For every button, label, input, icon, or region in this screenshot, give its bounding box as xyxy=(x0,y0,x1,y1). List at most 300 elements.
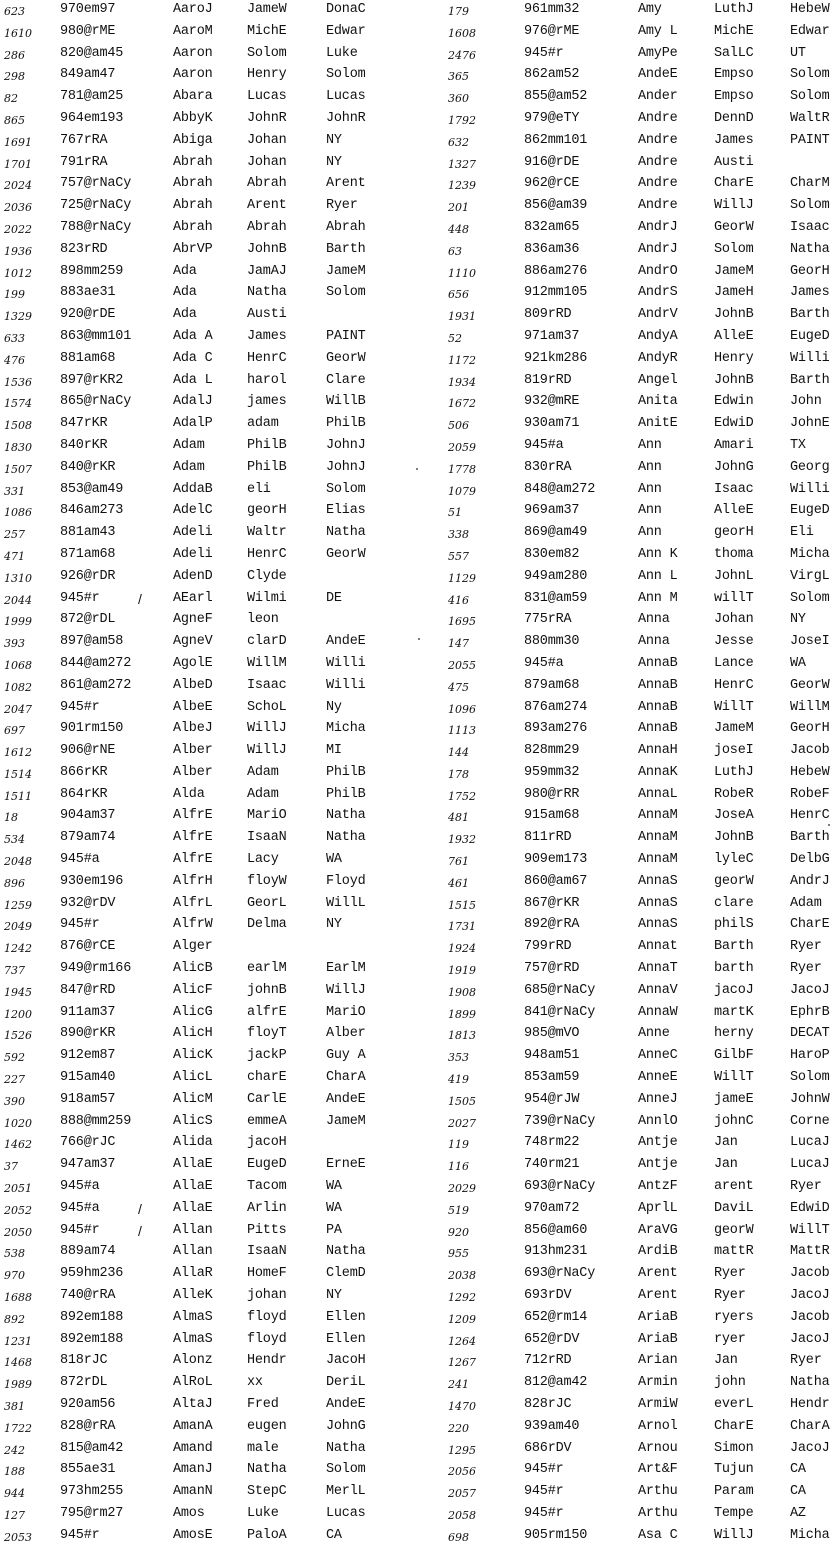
father-name: emmeA xyxy=(247,1113,287,1129)
given-name: AlleK xyxy=(173,1288,213,1304)
handwritten-number: 896 xyxy=(4,876,25,890)
handwritten-number: 892 xyxy=(4,1312,25,1326)
table-row xyxy=(420,1264,840,1286)
record-code: 945#r xyxy=(60,1527,100,1543)
table-row xyxy=(0,1068,420,1090)
related-name: GeorW xyxy=(326,350,366,366)
table-row xyxy=(0,480,420,502)
given-name: Adeli xyxy=(173,546,213,562)
record-code: 985@mVO xyxy=(524,1026,580,1042)
related-name: Barth xyxy=(326,241,366,257)
related-name: HebeW xyxy=(790,2,830,17)
father-name: Jan xyxy=(714,1157,738,1173)
record-code: 652@rm14 xyxy=(524,1309,588,1325)
father-name: Solom xyxy=(714,241,754,257)
handwritten-number: 538 xyxy=(4,1247,25,1261)
related-name: NY xyxy=(790,612,806,628)
given-name: Andre xyxy=(638,132,678,148)
table-row xyxy=(0,87,420,109)
table-row xyxy=(420,458,840,480)
table-row xyxy=(0,131,420,153)
given-name: AdelC xyxy=(173,503,213,519)
given-name: Abiga xyxy=(173,132,213,148)
record-code: 861@am272 xyxy=(60,677,132,693)
father-name: floyT xyxy=(247,1026,287,1042)
given-name: AaroM xyxy=(173,23,213,39)
record-code: 904am37 xyxy=(60,808,116,824)
given-name: AlicG xyxy=(173,1004,213,1020)
table-row xyxy=(0,1003,420,1025)
table-row xyxy=(420,1504,840,1526)
given-name: AriaB xyxy=(638,1331,678,1347)
record-code: 913hm231 xyxy=(524,1244,588,1260)
father-name: willT xyxy=(714,590,754,606)
handwritten-number: 1507 xyxy=(4,462,32,476)
table-row xyxy=(420,218,840,240)
handwritten-number: 1830 xyxy=(4,440,32,454)
related-name: James xyxy=(790,285,830,301)
related-name: NY xyxy=(326,154,342,170)
record-code: 909em173 xyxy=(524,852,588,868)
given-name: AlmaS xyxy=(173,1331,213,1347)
table-row xyxy=(420,87,840,109)
father-name: Fred xyxy=(247,1397,279,1412)
given-name: Ada C xyxy=(173,350,213,366)
handwritten-number: 242 xyxy=(4,1443,25,1457)
father-name: ryers xyxy=(714,1309,754,1325)
handwritten-number: 1267 xyxy=(448,1356,476,1370)
record-code: 932@mRE xyxy=(524,394,580,410)
handwritten-number: 1526 xyxy=(4,1029,32,1043)
father-name: James xyxy=(714,132,754,148)
table-row xyxy=(0,1286,420,1308)
given-name: AlfrW xyxy=(173,917,213,933)
handwritten-number: 1514 xyxy=(4,767,32,781)
table-row xyxy=(420,872,840,894)
given-name: AlfrH xyxy=(173,873,213,889)
record-code: 828@rRA xyxy=(60,1418,116,1434)
given-name: Angel xyxy=(638,372,678,388)
handwritten-number: 1536 xyxy=(4,375,32,389)
related-name: WA xyxy=(326,852,342,868)
father-name: AlleE xyxy=(714,503,754,519)
related-name: Barth xyxy=(790,307,830,323)
father-name: floyd xyxy=(247,1331,287,1347)
given-name: AnnaS xyxy=(638,917,678,933)
record-code: 685@rNaCy xyxy=(524,982,596,998)
father-name: JohnB xyxy=(247,241,287,257)
given-name: Abrah xyxy=(173,154,213,170)
given-name: Alber xyxy=(173,764,213,780)
father-name: Austi xyxy=(714,154,754,170)
father-name: floyd xyxy=(247,1309,287,1325)
table-row xyxy=(0,1221,420,1243)
father-name: Tacom xyxy=(247,1179,287,1195)
handwritten-number: 1020 xyxy=(4,1116,32,1130)
table-row xyxy=(420,589,840,611)
record-code: 976@rME xyxy=(524,23,580,39)
father-name: Johan xyxy=(714,612,754,628)
related-name: AndeE xyxy=(326,1397,366,1412)
given-name: AlfrE xyxy=(173,852,213,868)
related-name: EphrB xyxy=(790,1004,830,1020)
table-row xyxy=(0,1351,420,1373)
father-name: joseI xyxy=(714,743,754,759)
father-name: georH xyxy=(247,503,287,519)
table-row xyxy=(0,327,420,349)
related-name: Ryer xyxy=(326,198,358,214)
record-code: 832am65 xyxy=(524,219,580,235)
table-row xyxy=(420,1395,840,1417)
handwritten-number: 1672 xyxy=(448,397,476,411)
related-name: Isaac xyxy=(790,219,830,235)
related-name: Edwar xyxy=(326,23,366,39)
related-name: JohnE xyxy=(790,416,830,432)
handwritten-number: 1792 xyxy=(448,113,476,127)
related-name: Natha xyxy=(326,830,366,846)
table-row xyxy=(420,109,840,131)
record-code: 847@rRD xyxy=(60,982,116,998)
related-name: WillB xyxy=(326,394,366,410)
handwritten-number: 2022 xyxy=(4,222,32,236)
related-name: HebeW xyxy=(790,764,830,780)
record-code: 949am280 xyxy=(524,568,588,584)
handwritten-number: 416 xyxy=(448,593,469,607)
table-row xyxy=(0,392,420,414)
given-name: Allan xyxy=(173,1244,213,1260)
given-name: AllaE xyxy=(173,1200,213,1216)
handwritten-number: 1610 xyxy=(4,26,32,40)
related-name: Solom xyxy=(790,198,830,214)
related-name: Willi xyxy=(326,655,366,671)
related-name: Ny xyxy=(326,699,342,715)
related-name: NY xyxy=(326,132,342,148)
given-name: AndyA xyxy=(638,328,678,344)
handwritten-number: 419 xyxy=(448,1073,469,1087)
related-name: DelbG xyxy=(790,852,830,868)
given-name: AnitE xyxy=(638,416,678,432)
father-name: WillM xyxy=(247,655,287,671)
table-row xyxy=(420,1482,840,1504)
related-name: AndrJ xyxy=(790,873,830,889)
table-row xyxy=(420,937,840,959)
record-code: 969am37 xyxy=(524,503,580,519)
related-name: Eli xyxy=(790,525,814,541)
given-name: AmanN xyxy=(173,1484,213,1500)
related-name: AndeE xyxy=(326,634,366,650)
table-row xyxy=(420,785,840,807)
father-name: James xyxy=(247,328,287,344)
handwritten-number: 1295 xyxy=(448,1443,476,1457)
table-row xyxy=(0,1090,420,1112)
given-name: Abrah xyxy=(173,176,213,192)
father-name: Isaac xyxy=(714,481,754,497)
father-name: lyleC xyxy=(714,852,754,868)
related-name: PAINT xyxy=(326,328,366,344)
father-name: harol xyxy=(247,372,287,388)
related-name: JohnJ xyxy=(326,437,366,453)
handwritten-number: 119 xyxy=(448,1138,469,1152)
given-name: AltaJ xyxy=(173,1397,213,1412)
given-name: AlicH xyxy=(173,1026,213,1042)
related-name: DonaC xyxy=(326,2,366,17)
related-name: WA xyxy=(790,655,806,671)
handwritten-number: 179 xyxy=(448,5,469,18)
table-row xyxy=(420,654,840,676)
father-name: clare xyxy=(714,895,754,911)
handwritten-number: 199 xyxy=(4,288,25,302)
handwritten-number: 2038 xyxy=(448,1269,476,1283)
table-row xyxy=(420,1351,840,1373)
handwritten-number: 18 xyxy=(4,811,18,825)
given-name: AaroJ xyxy=(173,2,213,17)
given-name: AmanA xyxy=(173,1418,213,1434)
given-name: AnnaS xyxy=(638,895,678,911)
handwritten-number: 519 xyxy=(448,1203,469,1217)
given-name: AndrJ xyxy=(638,219,678,235)
related-name: CharA xyxy=(326,1070,366,1086)
record-code: 820@am45 xyxy=(60,45,124,61)
related-name: Barth xyxy=(790,830,830,846)
related-name: LucaJ xyxy=(790,1135,830,1151)
father-name: alfrE xyxy=(247,1004,287,1020)
record-code: 799rRD xyxy=(524,939,572,955)
table-row xyxy=(0,1482,420,1504)
handwritten-number: 1695 xyxy=(448,615,476,629)
record-code: 871am68 xyxy=(60,546,116,562)
handwritten-number: 1505 xyxy=(448,1094,476,1108)
record-code: 881am43 xyxy=(60,525,116,541)
father-name: Pitts xyxy=(247,1222,287,1238)
father-name: Hendr xyxy=(247,1353,287,1369)
father-name: Simon xyxy=(714,1440,754,1456)
handwritten-number: 632 xyxy=(448,135,469,149)
father-name: Delma xyxy=(247,917,287,933)
handwritten-number: 697 xyxy=(4,724,25,738)
given-name: AlicL xyxy=(173,1070,213,1086)
related-name: Ryer xyxy=(790,1179,822,1195)
record-code: 980@rRR xyxy=(524,786,580,802)
given-name: Amy L xyxy=(638,23,678,39)
related-name: Solom xyxy=(326,1462,366,1478)
related-name: PA xyxy=(326,1222,342,1238)
given-name: Ada xyxy=(173,285,197,301)
given-name: Art&F xyxy=(638,1462,678,1478)
given-name: AnnaB xyxy=(638,699,678,715)
given-name: AdalJ xyxy=(173,394,213,410)
handwritten-number: 1508 xyxy=(4,419,32,433)
given-name: AdenD xyxy=(173,568,213,584)
related-name: GeorH xyxy=(790,721,830,737)
handwritten-number: 1264 xyxy=(448,1334,476,1348)
father-name: johnB xyxy=(247,982,287,998)
record-code: 932@rDV xyxy=(60,895,116,911)
given-name: AlfrL xyxy=(173,895,213,911)
handwritten-number: 2052 xyxy=(4,1203,32,1217)
related-name: Georg xyxy=(790,459,830,475)
father-name: HenrC xyxy=(714,677,754,693)
handwritten-number: 360 xyxy=(448,92,469,106)
record-code: 930em196 xyxy=(60,873,124,889)
table-row xyxy=(420,545,840,567)
related-name: Micha xyxy=(790,1527,830,1543)
father-name: xx xyxy=(247,1375,263,1391)
given-name: AbbyK xyxy=(173,110,213,126)
related-name: LucaJ xyxy=(790,1157,830,1173)
handwritten-number: 2036 xyxy=(4,201,32,215)
given-name: AgneF xyxy=(173,612,213,628)
given-name: AnnaB xyxy=(638,721,678,737)
record-code: 945#r xyxy=(524,1484,564,1500)
handwritten-number: 698 xyxy=(448,1530,469,1544)
handwritten-number: 1701 xyxy=(4,157,32,171)
given-name: Antje xyxy=(638,1135,678,1151)
father-name: SchoL xyxy=(247,699,287,715)
given-name: Abrah xyxy=(173,198,213,214)
given-name: Arent xyxy=(638,1288,678,1304)
table-row xyxy=(0,1242,420,1264)
handwritten-number: 331 xyxy=(4,484,25,498)
given-name: Amy xyxy=(638,2,662,17)
table-row xyxy=(0,850,420,872)
table-row xyxy=(0,545,420,567)
table-row xyxy=(0,1504,420,1526)
given-name: AriaB xyxy=(638,1309,678,1325)
handwritten-number: 1899 xyxy=(448,1007,476,1021)
father-name: clarD xyxy=(247,634,287,650)
table-row xyxy=(420,1373,840,1395)
related-name: Natha xyxy=(326,1440,366,1456)
related-name: PAINT xyxy=(790,132,830,148)
record-code: 971am37 xyxy=(524,328,580,344)
related-name: CharM xyxy=(790,176,830,192)
related-name: RobeF xyxy=(790,786,830,802)
father-name: AlleE xyxy=(714,328,754,344)
handwritten-number: 338 xyxy=(448,528,469,542)
given-name: AEarl xyxy=(173,590,213,606)
table-row xyxy=(0,283,420,305)
record-code: 815@am42 xyxy=(60,1440,124,1456)
record-code: 890@rKR xyxy=(60,1026,116,1042)
father-name: leon xyxy=(247,612,279,628)
table-row xyxy=(420,262,840,284)
related-name: GeorW xyxy=(790,677,830,693)
record-code: 748rm22 xyxy=(524,1135,580,1151)
table-row xyxy=(420,501,840,523)
record-code: 970am72 xyxy=(524,1200,580,1216)
table-row xyxy=(420,981,840,1003)
father-name: CharE xyxy=(714,1418,754,1434)
record-code: 883ae31 xyxy=(60,285,116,301)
father-name: ryer xyxy=(714,1331,746,1347)
given-name: AnnaV xyxy=(638,982,678,998)
father-name: Ryer xyxy=(714,1288,746,1304)
record-code: 920@rDE xyxy=(60,307,116,323)
record-code: 846am273 xyxy=(60,503,124,519)
table-row xyxy=(0,959,420,981)
related-name: Solom xyxy=(790,590,830,606)
given-name: Alida xyxy=(173,1135,213,1151)
related-name: DeriL xyxy=(326,1375,366,1391)
handwritten-number: 633 xyxy=(4,331,25,345)
record-code: 879am68 xyxy=(524,677,580,693)
given-name: Anna xyxy=(638,612,670,628)
record-code: 886am276 xyxy=(524,263,588,279)
related-name: JameM xyxy=(326,1113,366,1129)
related-name: Floyd xyxy=(326,873,366,889)
stray-dot xyxy=(828,824,830,826)
check-mark: / xyxy=(138,1200,142,1217)
father-name: HomeF xyxy=(247,1266,287,1282)
table-row xyxy=(420,959,840,981)
handwritten-number: 381 xyxy=(4,1400,25,1413)
related-name: UT xyxy=(790,45,806,61)
record-code: 898mm259 xyxy=(60,263,124,279)
record-code: 881am68 xyxy=(60,350,116,366)
table-row xyxy=(420,676,840,698)
father-name: JoseA xyxy=(714,808,754,824)
handwritten-number: 188 xyxy=(4,1465,25,1479)
related-name: EdwiD xyxy=(790,1200,830,1216)
table-row xyxy=(0,915,420,937)
handwritten-number: 51 xyxy=(448,506,462,520)
handwritten-number: 970 xyxy=(4,1269,25,1283)
record-code: 916@rDE xyxy=(524,154,580,170)
handwritten-number: 353 xyxy=(448,1051,469,1065)
related-name: Willi xyxy=(790,350,830,366)
given-name: AmanJ xyxy=(173,1462,213,1478)
father-name: Henry xyxy=(247,67,287,83)
handwritten-number: 201 xyxy=(448,201,469,215)
handwritten-number: 116 xyxy=(448,1160,469,1174)
given-name: AndeE xyxy=(638,67,678,83)
record-code: 920am56 xyxy=(60,1397,116,1412)
table-row xyxy=(420,828,840,850)
father-name: herny xyxy=(714,1026,754,1042)
related-name: Ryer xyxy=(790,1353,822,1369)
record-code: 811rRD xyxy=(524,830,572,846)
table-row xyxy=(0,523,420,545)
handwritten-number: 1722 xyxy=(4,1421,32,1435)
related-name: MerlL xyxy=(326,1484,366,1500)
related-name: JacoJ xyxy=(790,982,830,998)
record-code: 973hm255 xyxy=(60,1484,124,1500)
record-code: 863@mm101 xyxy=(60,328,132,344)
handwritten-number: 1931 xyxy=(448,310,476,324)
given-name: Ada A xyxy=(173,328,213,344)
record-code: 945#a xyxy=(60,1200,100,1216)
record-code: 945#r xyxy=(60,1222,100,1238)
record-code: 693rDV xyxy=(524,1288,572,1304)
father-name: Edwin xyxy=(714,394,754,410)
father-name: Adam xyxy=(247,764,279,780)
father-name: JamAJ xyxy=(247,263,287,279)
record-code: 959hm236 xyxy=(60,1266,124,1282)
table-row xyxy=(0,828,420,850)
handwritten-number: 52 xyxy=(448,331,462,345)
table-row xyxy=(0,894,420,916)
handwritten-number: 2057 xyxy=(448,1487,476,1501)
given-name: Adam xyxy=(173,437,205,453)
related-name: JohnJ xyxy=(326,459,366,475)
record-code: 830rRA xyxy=(524,459,572,475)
related-name: Clare xyxy=(326,372,366,388)
record-code: 947am37 xyxy=(60,1157,116,1173)
related-name: AndeE xyxy=(326,1091,366,1107)
given-name: AndrS xyxy=(638,285,678,301)
handwritten-number: 63 xyxy=(448,244,462,258)
given-name: Arent xyxy=(638,1266,678,1282)
